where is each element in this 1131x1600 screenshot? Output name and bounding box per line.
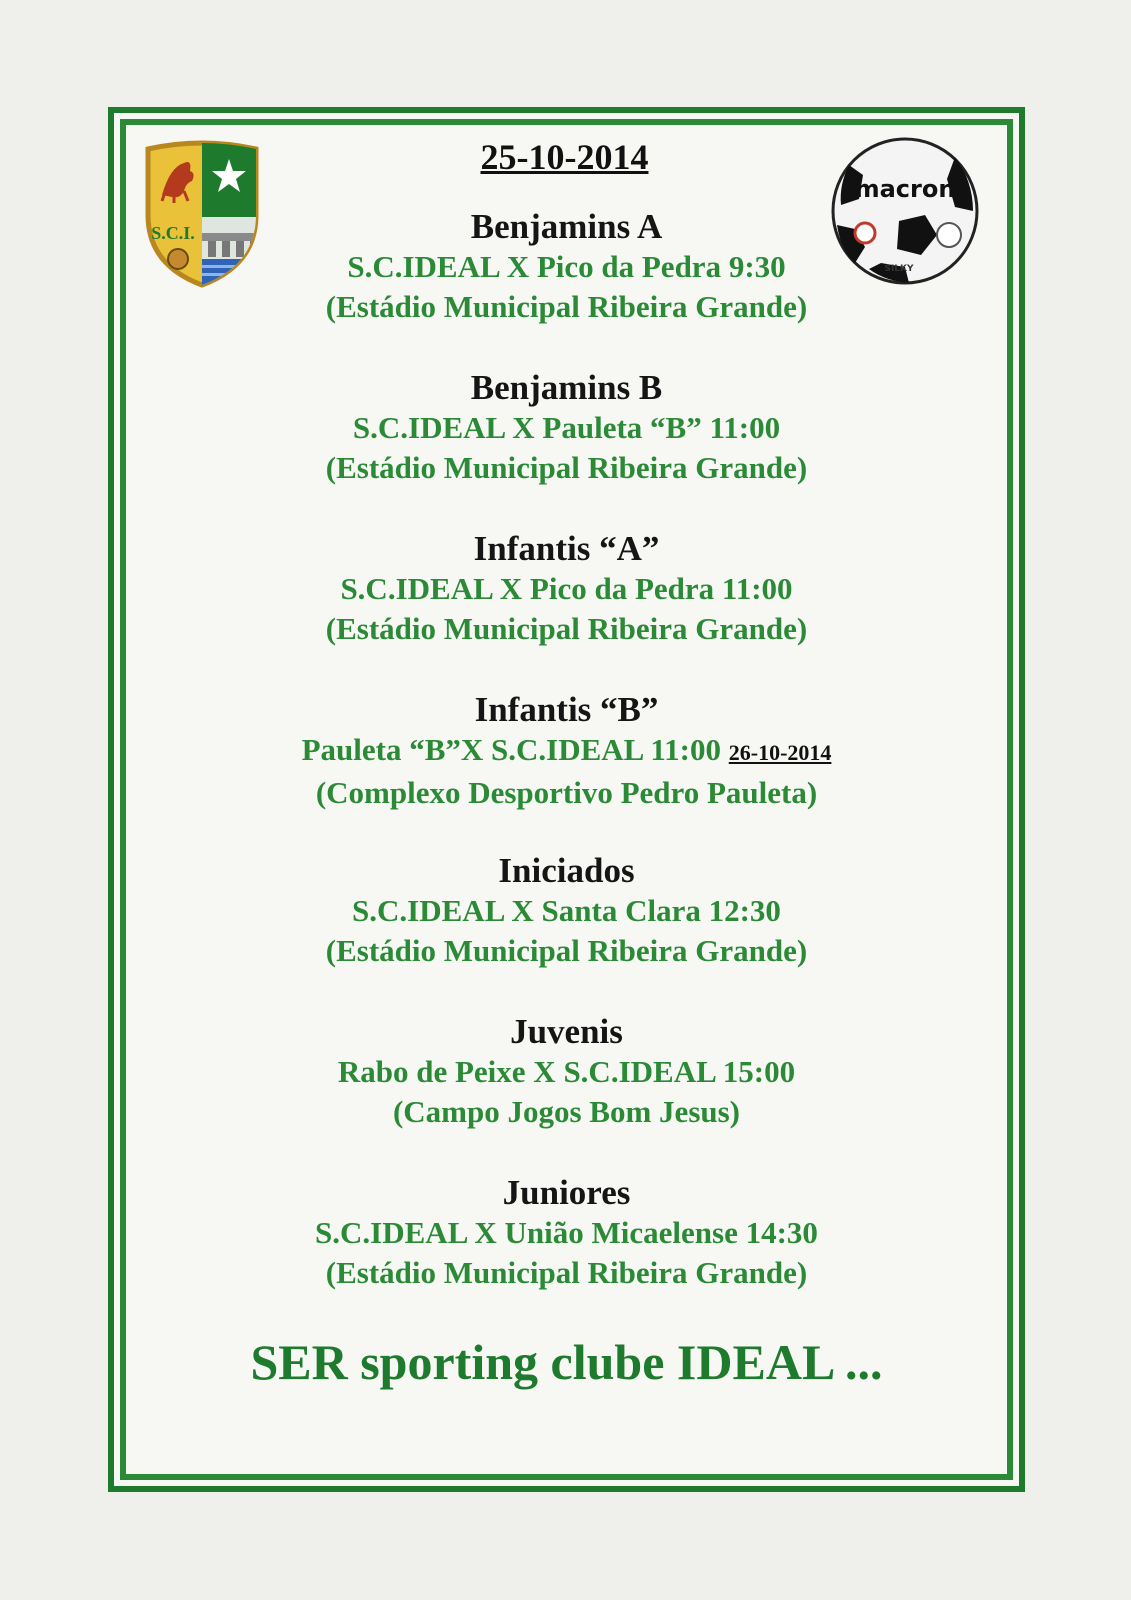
- game-category: Infantis “A”: [473, 529, 660, 568]
- game-venue: (Estádio Municipal Ribeira Grande): [325, 933, 808, 968]
- game-category: Juniores: [502, 1173, 631, 1212]
- game-block: [114, 851, 1019, 971]
- game-block: [114, 690, 1019, 813]
- poster-frame: [108, 107, 1025, 1492]
- game-match: S.C.IDEAL X União Micaelense 14:30: [315, 1215, 818, 1250]
- game-match: S.C.IDEAL X Pico da Pedra 11:00: [340, 571, 793, 606]
- game-block: [114, 1012, 1019, 1132]
- game-match: S.C.IDEAL X Pauleta “B” 11:00: [352, 410, 781, 445]
- ball-model: SILKY: [884, 264, 914, 274]
- game-match-row: [114, 730, 1019, 773]
- club-slogan: SER sporting clube IDEAL ...: [250, 1334, 883, 1390]
- game-block: [114, 368, 1019, 488]
- game-venue: (Estádio Municipal Ribeira Grande): [325, 450, 808, 485]
- game-venue: (Estádio Municipal Ribeira Grande): [325, 1255, 808, 1290]
- game-match: S.C.IDEAL X Santa Clara 12:30: [352, 893, 781, 928]
- game-venue: (Campo Jogos Bom Jesus): [392, 1094, 741, 1129]
- poster-content: [114, 113, 1019, 1486]
- game-match: Rabo de Peixe X S.C.IDEAL 15:00: [337, 1054, 796, 1089]
- game-category: Iniciados: [498, 851, 635, 890]
- ball-brand: macron: [854, 175, 956, 203]
- game-category: Infantis “B”: [474, 690, 659, 729]
- game-venue: (Estádio Municipal Ribeira Grande): [325, 289, 808, 324]
- game-category: Juvenis: [510, 1012, 623, 1051]
- game-venue: (Estádio Municipal Ribeira Grande): [325, 611, 808, 646]
- game-match: S.C.IDEAL X Pico da Pedra 9:30: [347, 249, 786, 284]
- game-extra-date: 26-10-2014: [728, 740, 832, 765]
- crest-text: S.C.I.: [151, 223, 195, 243]
- game-category: Benjamins A: [470, 207, 663, 246]
- game-match: Pauleta “B”X S.C.IDEAL 11:00: [301, 732, 721, 767]
- game-block: [114, 207, 1019, 327]
- game-venue: (Complexo Desportivo Pedro Pauleta): [315, 775, 818, 810]
- game-block: [114, 529, 1019, 649]
- game-block: [114, 1173, 1019, 1293]
- game-category: Benjamins B: [470, 368, 663, 407]
- poster-date: 25-10-2014: [480, 137, 649, 177]
